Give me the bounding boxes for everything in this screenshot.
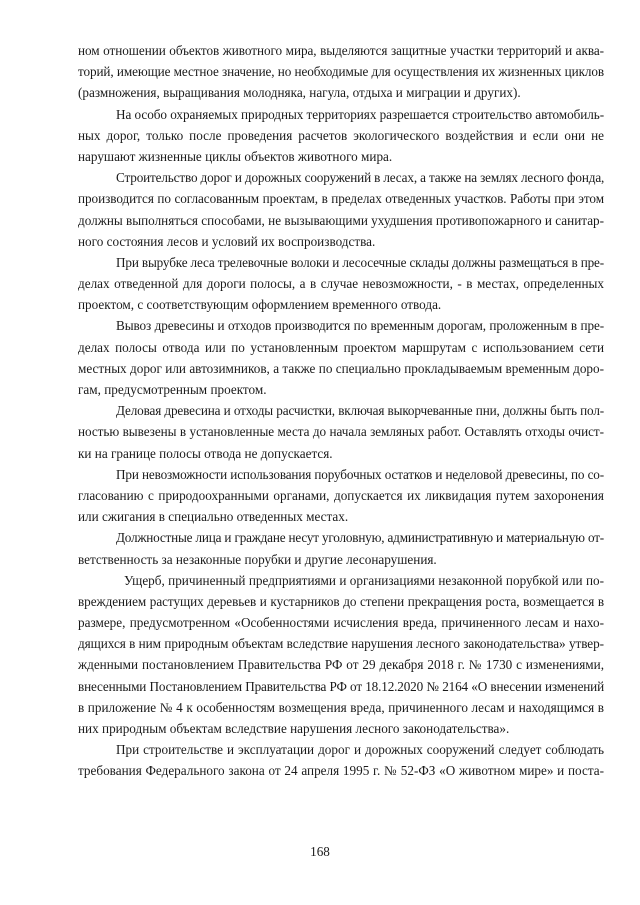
text-line: (размножения, выращивания молодняка, нагула, отдыха и миграции и других). [78, 85, 521, 101]
text-line: дящихся в ним природным объектам вследствие нарушения лесного законодательства» утвер- [78, 636, 604, 652]
text-line: Строительство дорог и дорожных сооружений в лесах, а также на землях лесного фонда, [116, 170, 605, 186]
text-line: При невозможности использования порубочных остатков и неделовой древесины, по со- [116, 466, 604, 482]
text-line: или сжигания в специально отведенных местах. [78, 509, 349, 525]
text-line: требования Федерального закона от 24 апреля 1995 г. № 52-ФЗ «О животном мире» и поста- [78, 763, 604, 779]
text-line: в приложение № 4 к особенностям возмещения вреда, причиненного лесам и находящимся в [78, 699, 604, 715]
text-line: ных дорог, только после проведения расчетов экологического воздействия и если они не [78, 127, 604, 143]
paragraph [78, 400, 604, 464]
text-line: При строительстве и эксплуатации дорог и дорожных сооружений следует соблюдать [116, 742, 604, 758]
paragraph [78, 527, 604, 569]
text-line: проектом, с соответствующим оформлением временного отвода. [78, 297, 442, 313]
text-line: внесенными Постановлением Правительства РФ от 18.12.2020 № 2164 «О внесении изменений [78, 678, 604, 694]
text-line: Деловая древесина и отходы расчистки, включая выкорчеванные пни, должны быть пол- [116, 403, 604, 419]
paragraph [78, 464, 604, 528]
text-line: На особо охраняемых природных территориях разрешается строительство автомобиль- [116, 106, 605, 122]
text-line: ветственность за незаконные порубки и другие лесонарушения. [78, 551, 437, 567]
text-line: ном отношении объектов животного мира, выделяются защитные участки территорий и аква- [78, 43, 604, 58]
text-line: ки на границе полосы отвода не допускается. [78, 445, 333, 461]
text-line: вреждением растущих деревьев и кустарников до степени прекращения роста, возмещается в [78, 593, 604, 609]
text-line: размере, предусмотренном «Особенностями исчисления вреда, причиненного лесам и нахо- [78, 615, 604, 631]
paragraph [78, 104, 604, 168]
text-line: гласованию с природоохранными органами, допускается их ликвидация путем захоронения [78, 487, 604, 503]
body-text [78, 40, 604, 782]
text-line: нарушают жизненные циклы объектов животного мира. [78, 148, 393, 164]
text-line: местных дорог или автозимников, а также по специально прокладываемым временным доро- [78, 360, 604, 376]
text-line: ного состояния лесов и условий их воспроизводства. [78, 233, 376, 249]
text-line: делах полосы отвода или по установленным проектом маршрутам с использованием сети [78, 339, 604, 355]
paragraph [78, 252, 604, 316]
text-line: ностью вывезены в установленные места до начала земляных работ. Оставлять отходы очист- [78, 424, 604, 440]
text-line: торий, имеющие местное значение, но необходимые для осуществления их жизненных циклов [78, 64, 604, 80]
paragraph [78, 40, 604, 104]
page-number: 168 [310, 844, 330, 859]
text-line: Вывоз древесины и отходов производится по временным дорогам, проложенным в пре- [116, 318, 604, 334]
text-line: делах отведенной для дороги полосы, а в случае невозможности, - в местах, определенных [78, 276, 604, 292]
text-line: гам, предусмотренным проектом. [78, 382, 267, 397]
text-line: Ущерб, причиненный предприятиями и организациями незаконной порубкой или по- [124, 572, 604, 588]
text-line: жденными постановлением Правительства РФ от 29 декабря 2018 г. № 1730 с изменениями, [78, 657, 604, 673]
paragraph [78, 739, 604, 781]
text-line: Должностные лица и граждане несут уголовную, административную и материальную от- [116, 530, 604, 546]
text-line: При вырубке леса трелевочные волоки и лесосечные склады должны размещаться в пре- [116, 254, 604, 270]
paragraph [78, 167, 604, 252]
paragraph [78, 315, 604, 400]
text-line: производится по согласованным проектам, в пределах отведенных участков. Работы при этом [78, 191, 604, 207]
paragraph [78, 570, 604, 740]
text-line: должны выполняться способами, не вызывающими ухудшения противопожарного и санитар- [78, 212, 605, 228]
text-line: них природным объектам вследствие нарушения лесного законодательства». [78, 721, 510, 736]
